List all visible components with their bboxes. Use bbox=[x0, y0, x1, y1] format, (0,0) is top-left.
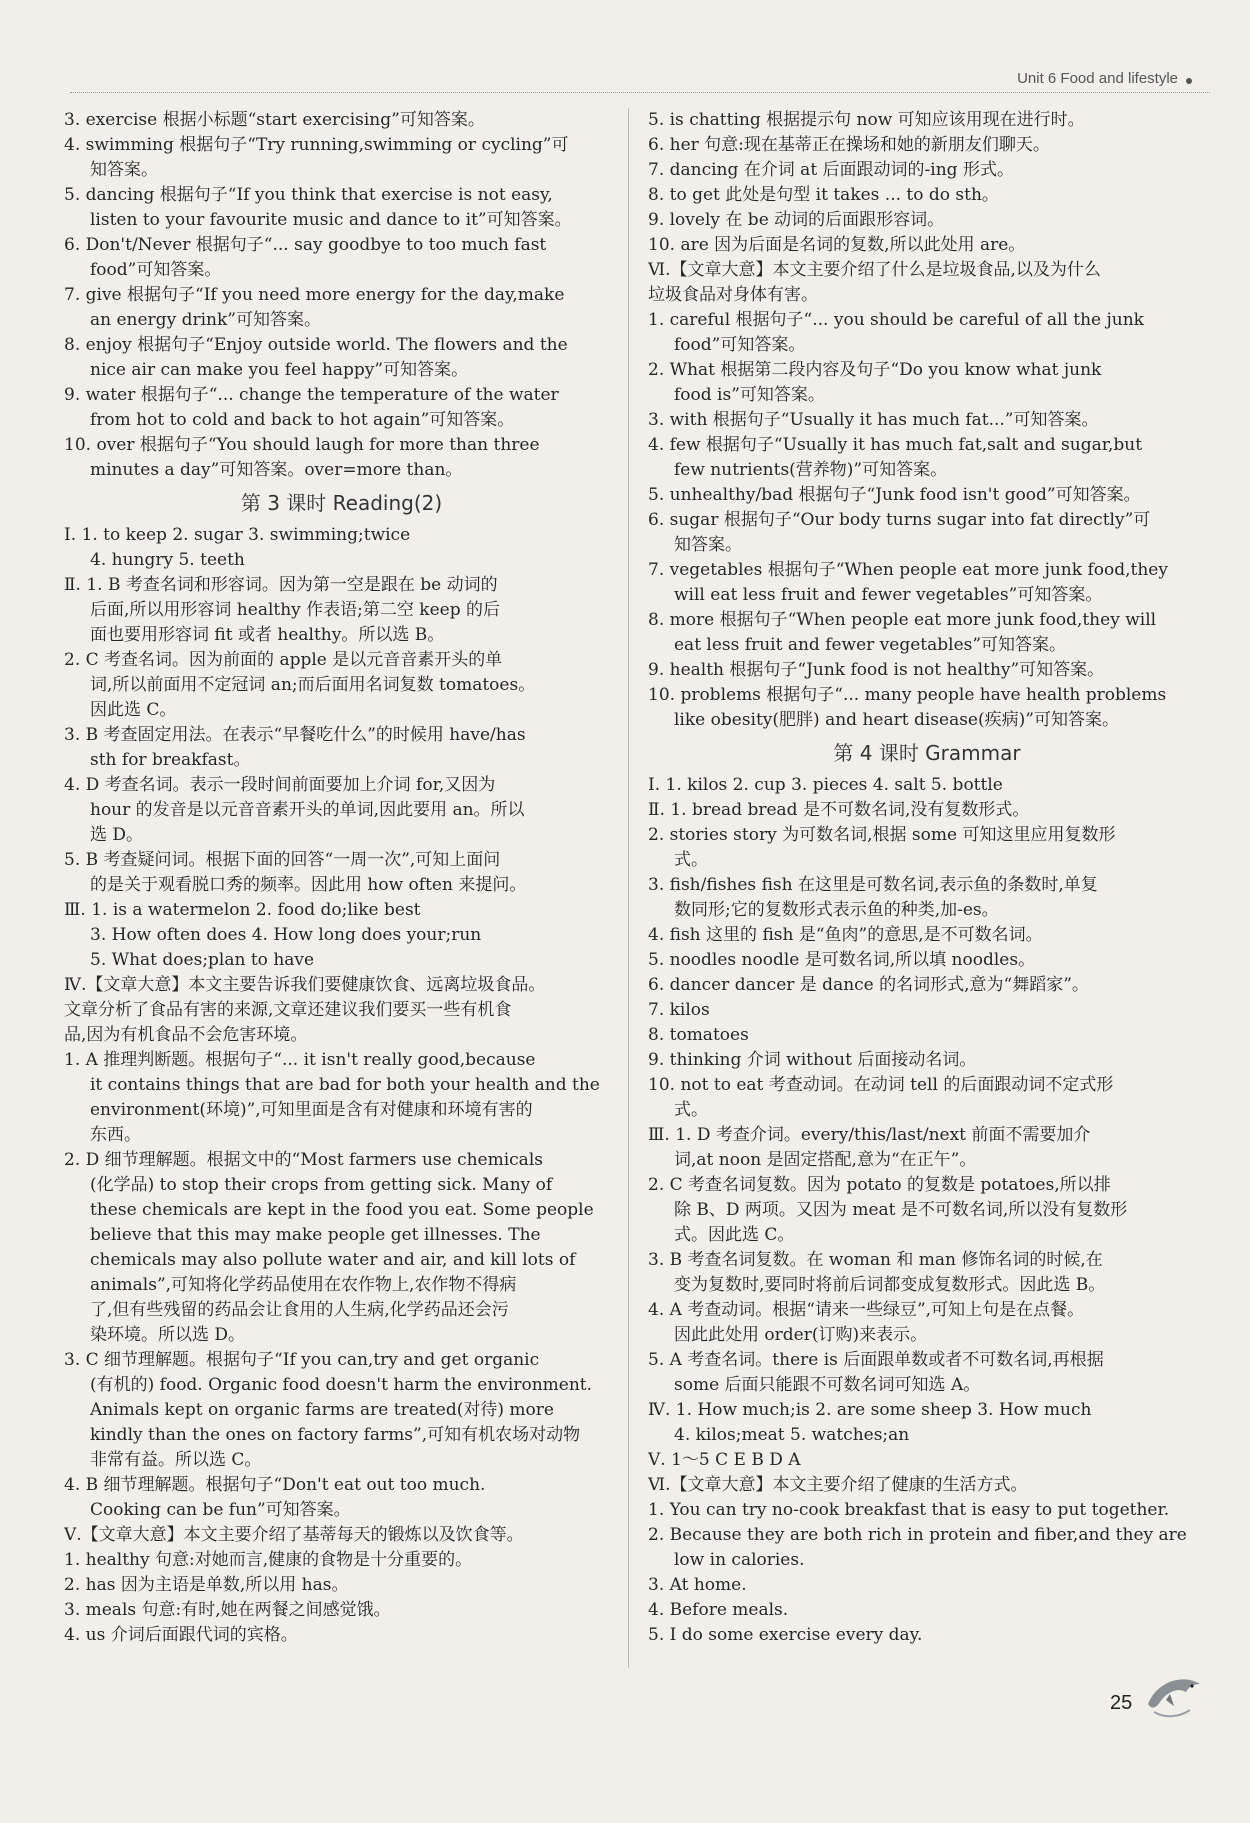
text-line: 4. us 介词后面跟代词的宾格。 bbox=[64, 1625, 298, 1645]
text-line: 面也要用形容词 fit 或者 healthy。所以选 B。 bbox=[90, 625, 445, 645]
text-line: 2. C 考查名词。因为前面的 apple 是以元音音素开头的单 bbox=[64, 650, 503, 670]
text-line: some 后面只能跟不可数名词可知选 A。 bbox=[674, 1375, 981, 1395]
text-line: 3. fish/fishes fish 在这里是可数名词,表示鱼的条数时,单复 bbox=[648, 875, 1098, 895]
text-line: 4. B 细节理解题。根据句子“Don't eat out too much. bbox=[64, 1475, 486, 1495]
text-line: 5. B 考查疑问词。根据下面的回答“一周一次”,可知上面问 bbox=[64, 850, 501, 870]
text-line: 2. D 细节理解题。根据文中的“Most farmers use chemicals bbox=[64, 1150, 543, 1170]
text-line: nice air can make you feel happy”可知答案。 bbox=[90, 360, 469, 380]
text-line: 3. with 根据句子“Usually it has much fat...”可知答案。 bbox=[648, 410, 1099, 430]
text-line: 7. vegetables 根据句子“When people eat more junk food,they bbox=[648, 560, 1168, 580]
left-column bbox=[64, 108, 619, 1648]
text-line: 4. Before meals. bbox=[648, 1600, 789, 1620]
text-line: 品,因为有机食品不会危害环境。 bbox=[64, 1025, 308, 1045]
text-line: 式。因此选 C。 bbox=[674, 1225, 795, 1245]
text-line: Ⅰ. 1. to keep 2. sugar 3. swimming;twice bbox=[64, 525, 411, 545]
text-line: Ⅱ. 1. bread bread 是不可数名词,没有复数形式。 bbox=[648, 800, 1030, 820]
text-line: 4. few 根据句子“Usually it has much fat,salt and sugar,but bbox=[648, 435, 1143, 455]
text-line: sth for breakfast。 bbox=[90, 750, 251, 770]
right-column bbox=[648, 108, 1206, 1648]
text-line: 5. noodles noodle 是可数名词,所以填 noodles。 bbox=[648, 950, 1036, 970]
text-line: 非常有益。所以选 C。 bbox=[90, 1450, 262, 1470]
text-line: 7. give 根据句子“If you need more energy for the day,make bbox=[64, 285, 565, 305]
text-line: 5. unhealthy/bad 根据句子“Junk food isn't good”可知答案。 bbox=[648, 485, 1141, 505]
text-line: 4. fish 这里的 fish 是“鱼肉”的意思,是不可数名词。 bbox=[648, 925, 1043, 945]
text-line: 6. Don't/Never 根据句子“... say goodbye to too much fast bbox=[64, 235, 547, 255]
text-line: Ⅴ.【文章大意】本文主要介绍了基蒂每天的锻炼以及饮食等。 bbox=[64, 1525, 524, 1545]
text-line: 3. exercise 根据小标题“start exercising”可知答案。 bbox=[64, 110, 485, 130]
text-line: 3. B 考查名词复数。在 woman 和 man 修饰名词的时候,在 bbox=[648, 1250, 1103, 1270]
text-line: 词,所以前面用不定冠词 an;而后面用名词复数 tomatoes。 bbox=[90, 675, 536, 695]
text-line: 6. dancer dancer 是 dance 的名词形式,意为“舞蹈家”。 bbox=[648, 975, 1089, 995]
text-line: 5. dancing 根据句子“If you think that exercise is not easy, bbox=[64, 185, 553, 205]
text-line: 4. D 考查名词。表示一段时间前面要加上介词 for,又因为 bbox=[64, 775, 496, 795]
text-line: 2. C 考查名词复数。因为 potato 的复数是 potatoes,所以排 bbox=[648, 1175, 1111, 1195]
text-line: Ⅵ.【文章大意】本文主要介绍了什么是垃圾食品,以及为什么 bbox=[648, 260, 1101, 280]
text-line: from hot to cold and back to hot again”可知答案。 bbox=[90, 410, 515, 430]
text-line: 垃圾食品对身体有害。 bbox=[648, 285, 818, 305]
text-line: 3. meals 句意:有时,她在两餐之间感觉饿。 bbox=[64, 1600, 391, 1620]
text-line: Ⅳ. 1. How much;is 2. are some sheep 3. How much bbox=[648, 1400, 1092, 1420]
text-line: 知答案。 bbox=[674, 535, 742, 555]
text-line: kindly than the ones on factory farms”,可知有机农场对动物 bbox=[90, 1425, 581, 1445]
text-line: 因此此处用 order(订购)来表示。 bbox=[674, 1325, 928, 1345]
text-line: 4. A 考查动词。根据“请来一些绿豆”,可知上句是在点餐。 bbox=[648, 1300, 1085, 1320]
text-line: it contains things that are bad for both your health and the bbox=[90, 1075, 600, 1095]
text-line: Ⅲ. 1. is a watermelon 2. food do;like best bbox=[64, 900, 421, 920]
text-line: these chemicals are kept in the food you eat. Some people bbox=[90, 1200, 594, 1220]
text-line: an energy drink”可知答案。 bbox=[90, 310, 321, 330]
text-line: 3. How often does 4. How long does your;run bbox=[90, 925, 482, 945]
text-line: 3. C 细节理解题。根据句子“If you can,try and get organic bbox=[64, 1350, 540, 1370]
text-line: few nutrients(营养物)”可知答案。 bbox=[674, 460, 948, 480]
text-line: 数同形;它的复数形式表示鱼的种类,加-es。 bbox=[674, 900, 999, 920]
text-line: 8. enjoy 根据句子“Enjoy outside world. The flowers and the bbox=[64, 335, 568, 355]
text-line: 因此选 C。 bbox=[90, 700, 177, 720]
text-line: Ⅳ.【文章大意】本文主要告诉我们要健康饮食、远离垃圾食品。 bbox=[64, 975, 546, 995]
text-line: 变为复数时,要同时将前后词都变成复数形式。因此选 B。 bbox=[674, 1275, 1106, 1295]
text-line: 1. healthy 句意:对她而言,健康的食物是十分重要的。 bbox=[64, 1550, 473, 1570]
text-line: low in calories. bbox=[674, 1550, 805, 1570]
text-line: 2. What 根据第二段内容及句子“Do you know what junk bbox=[648, 360, 1102, 380]
page-number: 25 bbox=[1110, 1692, 1133, 1714]
text-line: environment(环境)”,可知里面是含有对健康和环境有害的 bbox=[90, 1100, 533, 1120]
text-line: 式。 bbox=[674, 850, 708, 870]
text-line: 5. is chatting 根据提示句 now 可知应该用现在进行时。 bbox=[648, 110, 1085, 130]
text-line: Ⅰ. 1. kilos 2. cup 3. pieces 4. salt 5. bottle bbox=[648, 775, 1003, 795]
text-line: 知答案。 bbox=[90, 160, 158, 180]
text-line: 词,at noon 是固定搭配,意为“在正午”。 bbox=[674, 1150, 977, 1170]
text-line: 2. Because they are both rich in protein and fiber,and they are bbox=[648, 1525, 1187, 1545]
text-line: Ⅴ. 1～5 C E B D A bbox=[648, 1450, 801, 1470]
text-line: 9. water 根据句子“... change the temperature of the water bbox=[64, 385, 559, 405]
column-divider bbox=[628, 108, 629, 1668]
page-header bbox=[70, 68, 1210, 93]
text-line: 8. tomatoes bbox=[648, 1025, 749, 1045]
section-heading: 第 4 课时 Grammar bbox=[833, 741, 1021, 765]
text-line: minutes a day”可知答案。over=more than。 bbox=[90, 460, 463, 480]
text-line: 除 B、D 两项。又因为 meat 是不可数名词,所以没有复数形 bbox=[674, 1200, 1128, 1220]
text-line: 2. stories story 为可数名词,根据 some 可知这里应用复数形 bbox=[648, 825, 1116, 845]
text-line: listen to your favourite music and dance to it”可知答案。 bbox=[90, 210, 572, 230]
text-line: 3. At home. bbox=[648, 1575, 747, 1595]
text-line: 4. kilos;meat 5. watches;an bbox=[674, 1425, 910, 1445]
text-line: Animals kept on organic farms are treated(对待) more bbox=[90, 1400, 554, 1420]
text-line: 10. are 因为后面是名词的复数,所以此处用 are。 bbox=[648, 235, 1026, 255]
text-line: 1. You can try no-cook breakfast that is easy to put together. bbox=[648, 1500, 1170, 1520]
text-line: 8. to get 此处是句型 it takes ... to do sth。 bbox=[648, 185, 999, 205]
text-line: 4. swimming 根据句子“Try running,swimming or cycling”可 bbox=[64, 135, 569, 155]
text-line: (有机的) food. Organic food doesn't harm the environment. bbox=[90, 1375, 593, 1395]
text-line: 1. A 推理判断题。根据句子“... it isn't really good,because bbox=[64, 1050, 536, 1070]
text-line: Ⅲ. 1. D 考查介词。every/this/last/next 前面不需要加介 bbox=[648, 1125, 1091, 1145]
text-line: (化学品) to stop their crops from getting sick. Many of bbox=[90, 1175, 553, 1195]
text-line: food”可知答案。 bbox=[90, 260, 222, 280]
text-line: chemicals may also pollute water and air, and kill lots of bbox=[90, 1250, 576, 1270]
text-line: 5. I do some exercise every day. bbox=[648, 1625, 923, 1645]
dolphin-icon bbox=[1140, 1660, 1210, 1730]
text-line: 3. B 考查固定用法。在表示“早餐吃什么”的时候用 have/has bbox=[64, 725, 526, 745]
text-line: Ⅵ.【文章大意】本文主要介绍了健康的生活方式。 bbox=[648, 1475, 1028, 1495]
text-line: eat less fruit and fewer vegetables”可知答案。 bbox=[674, 635, 1067, 655]
text-line: 2. has 因为主语是单数,所以用 has。 bbox=[64, 1575, 349, 1595]
text-line: like obesity(肥胖) and heart disease(疾病)”可知答案。 bbox=[674, 710, 1119, 730]
text-line: 选 D。 bbox=[90, 825, 144, 845]
text-line: 式。 bbox=[674, 1100, 708, 1120]
text-line: 了,但有些残留的药品会让食用的人生病,化学药品还会污 bbox=[90, 1300, 509, 1320]
bullet-icon bbox=[1186, 78, 1192, 84]
text-line: 的是关于观看脱口秀的频率。因此用 how often 来提问。 bbox=[90, 875, 527, 895]
text-line: 9. health 根据句子“Junk food is not healthy”可知答案。 bbox=[648, 660, 1105, 680]
text-line: Ⅱ. 1. B 考查名词和形容词。因为第一空是跟在 be 动词的 bbox=[64, 575, 498, 595]
text-line: 4. hungry 5. teeth bbox=[90, 550, 245, 570]
text-line: 7. dancing 在介词 at 后面跟动词的-ing 形式。 bbox=[648, 160, 1014, 180]
text-line: will eat less fruit and fewer vegetables”可知答案。 bbox=[674, 585, 1103, 605]
text-line: food”可知答案。 bbox=[674, 335, 806, 355]
text-line: 1. careful 根据句子“... you should be careful of all the junk bbox=[648, 310, 1144, 330]
text-line: 9. thinking 介词 without 后面接动名词。 bbox=[648, 1050, 977, 1070]
text-line: food is”可知答案。 bbox=[674, 385, 825, 405]
text-line: 后面,所以用形容词 healthy 作表语;第二空 keep 的后 bbox=[90, 600, 501, 620]
text-line: 5. What does;plan to have bbox=[90, 950, 315, 970]
text-line: 7. kilos bbox=[648, 1000, 710, 1020]
text-line: 10. over 根据句子“You should laugh for more than three bbox=[64, 435, 540, 455]
text-line: 文章分析了食品有害的来源,文章还建议我们要买一些有机食 bbox=[64, 1000, 512, 1020]
text-line: hour 的发音是以元音音素开头的单词,因此要用 an。所以 bbox=[90, 800, 525, 820]
section-heading: 第 3 课时 Reading(2) bbox=[240, 491, 443, 515]
text-line: believe that this may make people get illnesses. The bbox=[90, 1225, 541, 1245]
text-line: 10. problems 根据句子“... many people have health problems bbox=[648, 685, 1167, 705]
text-line: 9. lovely 在 be 动词的后面跟形容词。 bbox=[648, 210, 945, 230]
text-line: 东西。 bbox=[90, 1125, 141, 1145]
text-line: 染环境。所以选 D。 bbox=[90, 1325, 246, 1345]
text-line: Cooking can be fun”可知答案。 bbox=[90, 1500, 351, 1520]
text-line: 6. her 句意:现在基蒂正在操场和她的新朋友们聊天。 bbox=[648, 135, 1050, 155]
text-line: 10. not to eat 考查动词。在动词 tell 的后面跟动词不定式形 bbox=[648, 1075, 1114, 1095]
text-line: 6. sugar 根据句子“Our body turns sugar into fat directly”可 bbox=[648, 510, 1151, 530]
text-line: 8. more 根据句子“When people eat more junk food,they will bbox=[648, 610, 1157, 630]
text-line: animals”,可知将化学药品使用在农作物上,农作物不得病 bbox=[90, 1275, 517, 1295]
text-line: 5. A 考查名词。there is 后面跟单数或者不可数名词,再根据 bbox=[648, 1350, 1104, 1370]
unit-title: Unit 6 Food and lifestyle bbox=[1017, 70, 1178, 87]
